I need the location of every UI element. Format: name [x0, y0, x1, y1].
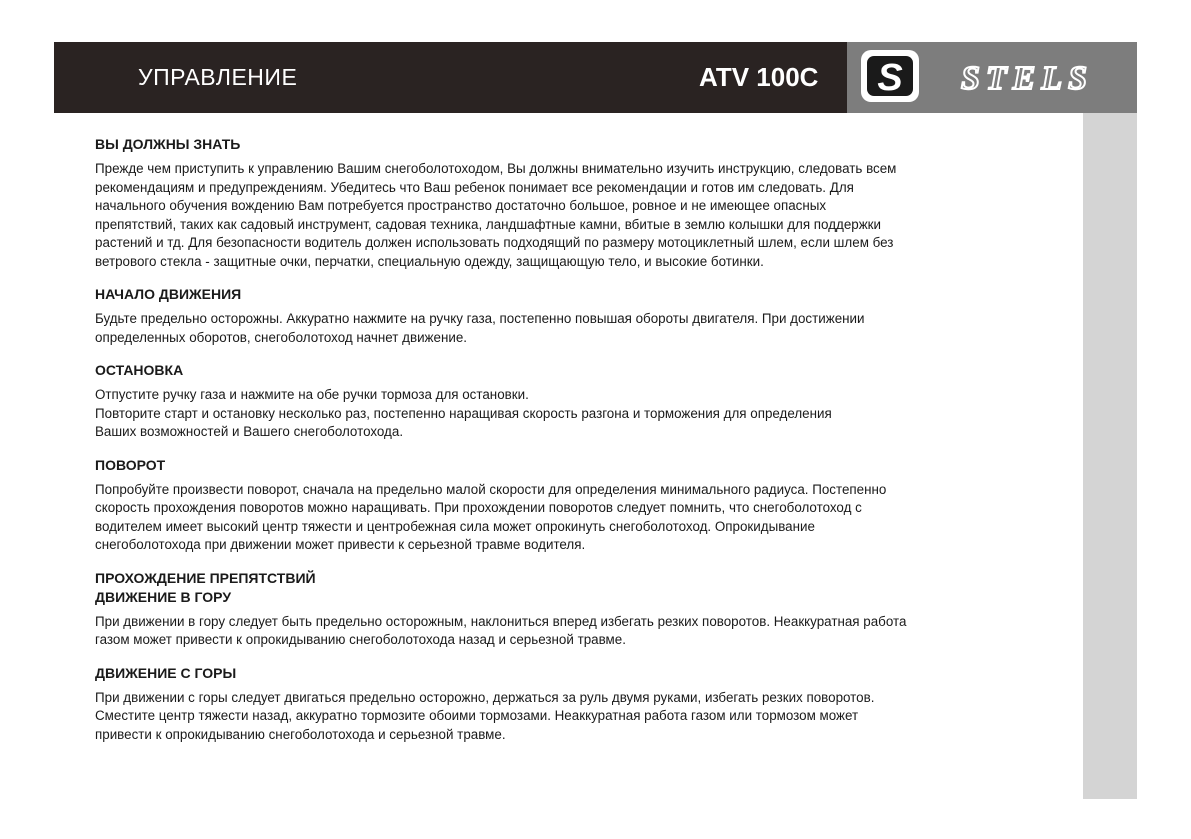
section-stopping [95, 361, 1070, 442]
page-title: УПРАВЛЕНИЕ [138, 64, 298, 90]
svg-text:STELS: STELS [960, 60, 1094, 97]
section-text: Отпустите ручку газа и нажмите на обе ручки тормоза для остановки. Повторите старт и остановку несколько раз, постепенно наращивая скорость разгона и торможения для определения Ваших возможностей и Вашего снегоболотохода. [95, 387, 832, 439]
page-header [54, 42, 1137, 113]
section-you-should-know [95, 135, 1070, 271]
document-body [95, 135, 1070, 758]
section-subheading: ДВИЖЕНИЕ В ГОРУ [95, 588, 232, 605]
brand-logo [847, 42, 1137, 113]
section-heading: ПРОХОЖДЕНИЕ ПРЕПЯТСТВИЙ [95, 569, 316, 586]
section-text: Будьте предельно осторожны. Аккуратно нажмите на ручку газа, постепенно повышая обороты двигателя. При достижении определенных оборотов, снегоболотоход начнет движение. [95, 311, 865, 345]
section-downhill [95, 664, 1070, 745]
section-heading: ДВИЖЕНИЕ С ГОРЫ [95, 664, 237, 681]
section-turning [95, 456, 1070, 555]
section-text: Прежде чем приступить к управлению Вашим снегоболотоходом, Вы должны внимательно изучить инструкцию, следовать всем рекомендациям и предупреждениям. Убедитесь что Ваш ребенок понимает все рекомендации и готов им следовать. Для начального обучения вождению Вам потребуется пространство достаточно большое, ровное и не имеющее опасных препятствий, таких как садовый инструмент, садовая техника, ландшафтные камни, вбитые в землю колышки для поддержки растений и тд. Для безопасности водитель должен использовать подходящий по размеру мотоциклетный шлем, если шлем без ветрового стекла - защитные очки, перчатки, специальную одежду, защищающую тело, и высокие ботинки. [95, 161, 897, 269]
section-text: При движении в гору следует быть предельно осторожным, наклониться вперед избегать резких поворотов. Неаккуратная работа газом может привести к опрокидыванию снегоболотохода назад и серьезной травме. [95, 613, 907, 647]
section-heading: ОСТАНОВКА [95, 362, 184, 378]
section-starting [95, 285, 1070, 347]
section-text: При движении с горы следует двигаться предельно осторожно, держаться за руль двумя руками, избегать резких поворотов. Сместите центр тяжести назад, аккуратно тормозите обоими тормозами. Неаккуратная работа газом или тормозом может привести к опрокидыванию снегоболотохода и серьезной травме. [95, 689, 875, 742]
section-heading: ВЫ ДОЛЖНЫ ЗНАТЬ [95, 136, 241, 152]
side-strip [1083, 113, 1137, 799]
section-heading: ПОВОРОТ [95, 456, 166, 473]
section-text: Попробуйте произвести поворот, сначала на предельно малой скорости для определения минимального радиуса. Постепенно скорость прохождения поворотов можно наращивать. При прохождении поворотов следует помнить, что снегоболотоход с водителем имеет высокий центр тяжести и центробежная сила может опрокинуть снегоболотоход. Опрокидывание снегоболотохода при движении может привести к серьезной травме водителя. [95, 481, 887, 552]
stels-logo-icon [847, 42, 1137, 113]
section-heading: НАЧАЛО ДВИЖЕНИЯ [95, 286, 242, 302]
section-obstacles [95, 569, 1070, 650]
model-name: ATV 100C [699, 62, 819, 92]
svg-text:S: S [877, 57, 903, 99]
